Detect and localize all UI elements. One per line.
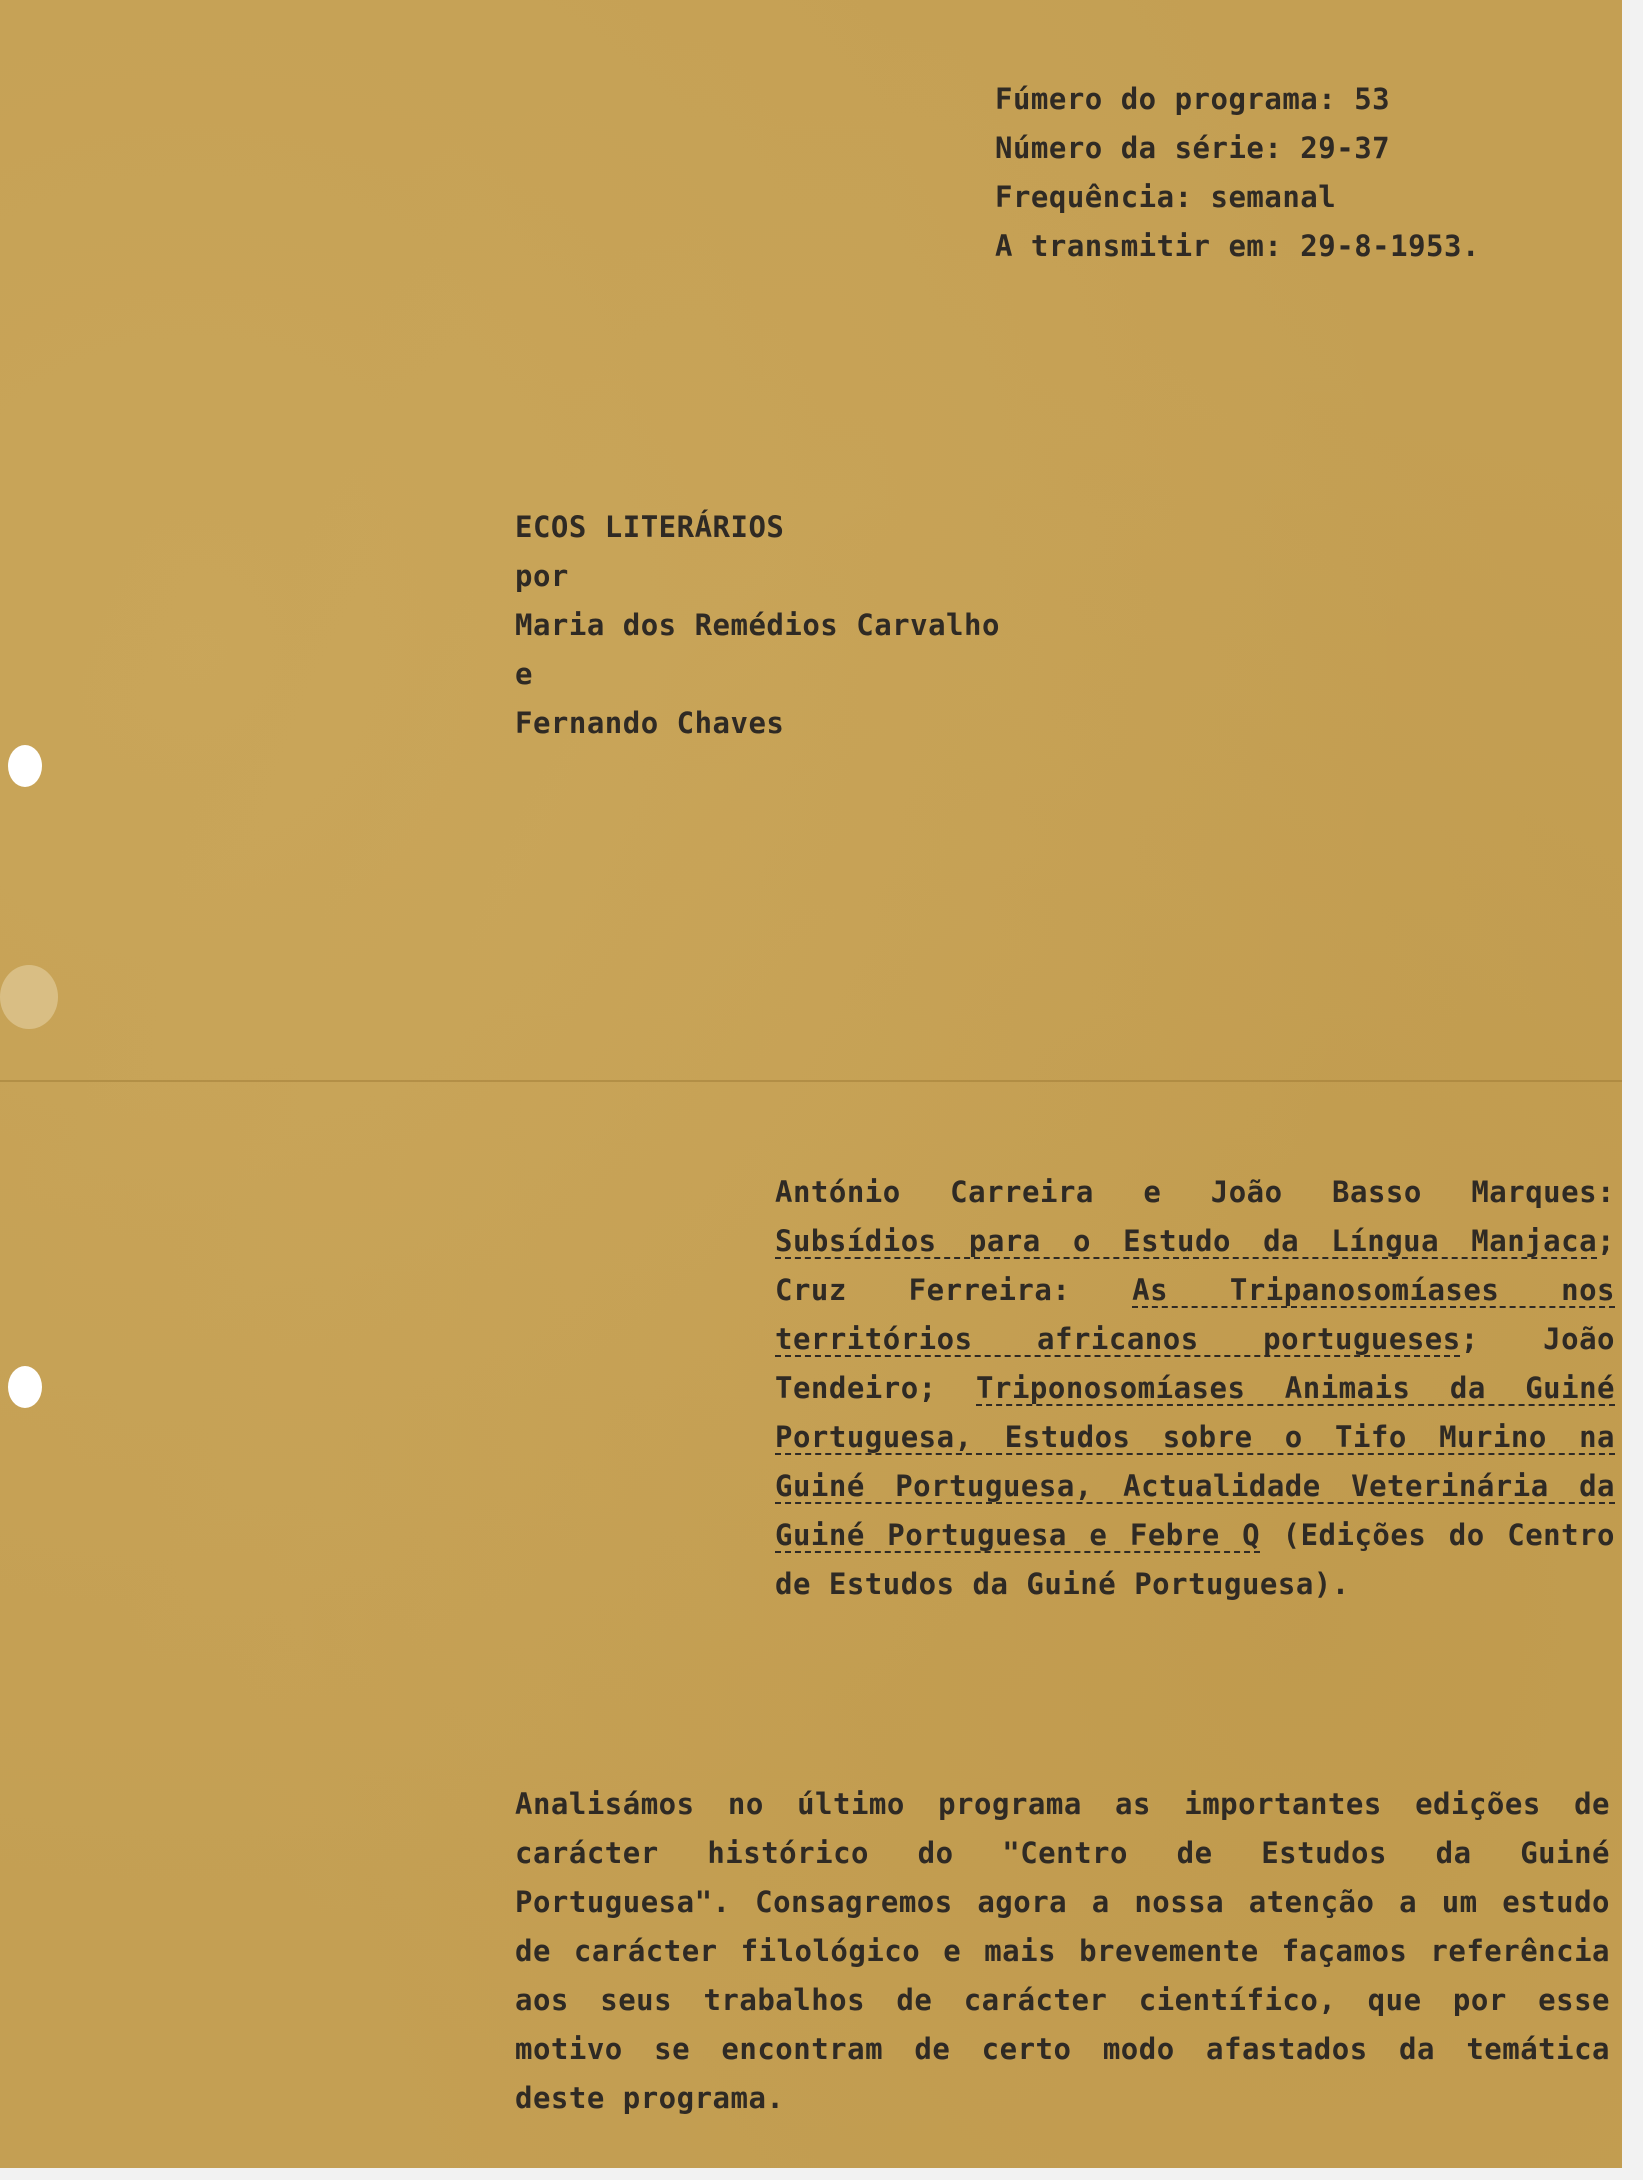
author-1: Maria dos Remédios Carvalho: [515, 608, 1000, 642]
broadcast-date: A transmitir em: 29-8-1953.: [995, 229, 1480, 263]
punch-hole-top: [8, 745, 42, 787]
series-number: Número da série: 29-37: [995, 131, 1391, 165]
ref-title-1: Subsídios para o Estudo da Língua Manjaca: [775, 1224, 1598, 1258]
body-paragraph: Analisámos no último programa as importantes edições de carácter histórico do "Centro de Estudos da Guiné Portuguesa". Consagremos agora a nossa atenção a um estudo de carácter filológico e mais brevemente façamos referência aos seus trabalhos de carácter científico, que por esse motivo se encontram de certo modo afastados da temática deste programa.: [515, 1787, 1610, 2115]
program-title: ECOS LITERÁRIOS: [515, 510, 785, 544]
title-block: [515, 503, 1000, 748]
ref-authors-1: António Carreira e João Basso Marques:: [775, 1175, 1615, 1209]
ref-authors-3: ; João Tendeiro;: [775, 1322, 1615, 1405]
references-paragraph: [775, 1168, 1615, 1609]
ref-authors-2: ; Cruz Ferreira:: [775, 1224, 1615, 1307]
program-number: Fúmero do programa: 53: [995, 82, 1391, 116]
paper-fold-line: [0, 1080, 1622, 1082]
paper-tear-mark: [0, 965, 58, 1029]
punch-hole-bottom: [8, 1366, 42, 1408]
program-header: [995, 75, 1480, 271]
ref-title-2: As Tripanosomíases nos territórios africanos portugueses: [775, 1273, 1615, 1356]
scan-margin-bottom: [0, 2168, 1643, 2180]
scan-margin-right: [1622, 0, 1643, 2180]
author-2: Fernando Chaves: [515, 706, 785, 740]
by-label: por: [515, 559, 569, 593]
and-label: e: [515, 657, 533, 691]
ref-title-3: Triponosomíases Animais da Guiné Portuguesa, Estudos sobre o Tifo Murino na Guiné Portuguesa, Actualidade Veterinária da Guiné Portuguesa e Febre Q: [775, 1371, 1615, 1552]
frequency: Frequência: semanal: [995, 180, 1337, 214]
ref-publisher: (Edições do Centro de Estudos da Guiné Portuguesa).: [775, 1518, 1615, 1601]
